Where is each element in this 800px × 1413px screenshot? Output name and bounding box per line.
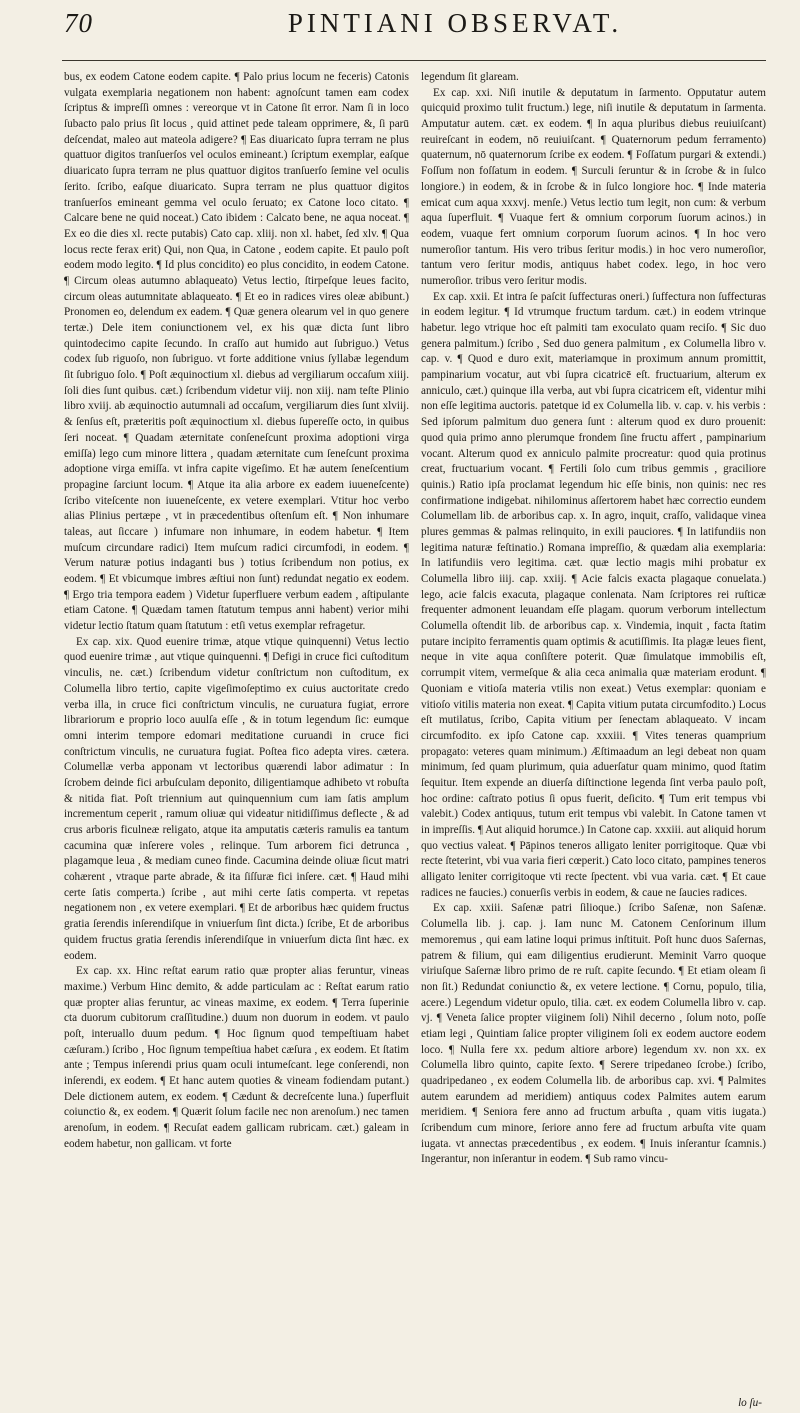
right-paragraph-3: Ex cap. xxii. Et intra ſe paſcit ſuffecturas oneri.) ſuffectura non ſuffecturas in eodem legitur. ¶ Id vtrumque fructum tardum. cæt.) in eodem vtrinque habetur. lego vtrique hoc eſt palmiti tam exoculato quam reciſo. ¶ Sic duo genera palmitum.) ſcribo , Sed duo genera palmitum , ex Columella libro v. cap. v. ¶ Quod e duro exit, materiamque in proximum annum promittit, pampinarium vocatur, aut vbi ſupra cicatricē eſt. fructuarium, alterum ex anniculo, cæt.) quinque illa verba, aut vbi ſupra cicatricem eſt, videntur mihi non eſſe legitima auctoris. patetque id ex Columella lib. v. cap. v. his verbis : Sed ipſorum palmitum duo genera ſunt : alterum quod ex duro prouenit: quod quia primo anno plerumque frondem ſine fructu affert , pampinarium vocant. Alterum quod ex anniculo palmite procreatur: quod quia protinus creat, fructuarium vocant. ¶ Fertili ſolo cum tribus gemmis , graciliore quinis.) Ratio ipſa proclamat legendum hic eſſe binis, non quinis: nec res confirmatione indigebat. nihilominus aſſertorem habet hæc correctio eundem Columellam lib. de arboribus cap. x. In agro, inquit, craſſo, validaque vinea plures gemmas & palmas relinquito, in exili pauciores. ¶ In latifundiis non legitima naturæ feſtinatio.) Romana impreſſio, & quædam alia exemplaria: In latifundiis vero legitima. cæt. quæ lectio magis mihi probatur ex Columella libro iiij. cap. xxiij. ¶ Acie falcis exacta plagaque conuelata.) lego, acie falcis exacuta, plagaque conlenata. Nam ſcriptores rei ruſticæ frequenter admonent leuandam eſſe plagam. quorum verborum intellectum Columella oſtendit lib. de arboribus cap. x. Vindemia, inquit , facta ſtatim putare incipito ferramentis quam optimis & acutiſſimis. Ita plagæ leues fient, neque in vite aqua conſiſtere poterit. Quæ ſimulatque immobilis eſt, corrumpit vitem, vermeſque & alia ceca animalia quæ materiam erodunt. ¶ Quoniam e vitioſa materia vtilis non exeat.) Vetus exemplar: quoniam e vitioſo vitilis materia non exeat. ¶ Capita vitium putata circumfodito.) Locus eſt mutilatus, ſcribo, Capita vitium per ſenectam ablaqueato. V incam circumfodito. ex ipſo Catone cap. xxxiii. ¶ Vites teneras quamprium propagato: veteres quam minimum.) Æſtimaadum an legi debeat non quam minimum, ſed quam plurimum, quia aduerſatur quam minimo, quod ſtatim ſequitur. Item expende an diuerſa diſtinctione legenda ſint verba paulo poſt, hoc ordine: caſtrato potius ſi opus fuerit, deſicito. ¶ Tum erit tempus vbi valebit.) Codex antiquus, tutum erit tempus vbi valebit. In Catone tamen vt in impreſſis. ¶ Aut aliquid horumce.) In Catone cap. xxxiii. aut aliquid horum quo vectius valeat. ¶ Pāpinos teneros alligato leniter porrigitoque. Quæ vbi recte ſteterint, vbi vua varia fieri cœperit.) Cato loco citato, pampines teneros alligato leniter corrigitoque vti recte ſpectent. vbi vua varia. cæt. ¶ Et caue radices ne faucies.) conuerſis verbis in eodem, & caue ne ſaucies radices. <box>421 290 766 899</box>
right-column <box>421 70 766 1395</box>
right-paragraph-2: Ex cap. xxi. Niſi inutile & deputatum in ſarmento. Opputatur autem quicquid proximo tulit fructum.) lege, niſi inutile & deputatum in ſarmenta. Amputatur autem. cæt. ex eodem. ¶ In aqua pluribus diebus reuiuiſcant) reuireſcant in eodem, nō reuiuiſcant. ¶ Quaternorum pedum ferramento) quaternum, nō quaternorum ſcribe ex eodem. ¶ Foſſatum purgari & extendi.) Foſſum non foſſatum in eodem. ¶ Surculi ſeruntur & in ſcrobe & in ſulco longiore.) in eodem, & in ſcrobe & in ſulco longiore hoc. ¶ Inde materia emicat cum aqua xxxvj. menſe.) Vetus lectio tum legit, non cum: & verbum aqua ſuperfluit. ¶ Vuaque fert & omnium corporum ſuorum acinos.) in eodem, vuaque fert omnium corporum ſuorum acinos. ¶ In hoc vero numeroſior tantum. His vero tribus ſeritur modis.) in hoc vero numeroſior, tantum vero ſeritur modis, antiquus habet codex. lego, in hoc vero numeroſior. tribus vero ſeritur modis. <box>421 86 766 287</box>
left-paragraph-3: Ex cap. xx. Hinc reſtat earum ratio quæ propter alias feruntur, vineas maxime.) Verbum Hinc demito, & adde particulam ac : Reſtat earum ratio quæ propter alias feruntur, ac vineas maxime, ex eodem. ¶ Terra ſuperinie cta duorum cubitorum craſſitudine.) duum non duorum in eodem. vt paulo poſt, interuallo duum pedum. ¶ Hoc ſignum quod tempeſtiuam habet cæſuram.) ſcribo , Hoc ſignum tempeſtiua habet cæſura , ex eodem. Et ſtatim ante ; Tempus inſerendi prius quam oculi intumeſcant. lege conſerendi, non inſerendi, ex eodem. ¶ Et hanc autem quoties & vineam fodiendam putant.) Dele dictionem autem, ex eodem. ¶ Cædunt & decreſcente luna.) ſuperfluit coiunctio &, ex eodem. ¶ Quærit ſolum facile nec non arenoſum.) nec tamen arenoſum, in eodem. ¶ Recuſat eadem gallicam rubricam. cæt.) galeam in eodem habetur, non gallicam. vt forte <box>64 965 409 1150</box>
text-columns <box>64 70 766 1395</box>
running-title: PINTIANI OBSERVAT. <box>287 8 623 38</box>
page-number: 70 <box>64 8 93 38</box>
header-rule <box>62 60 766 61</box>
page-header <box>64 8 766 58</box>
left-paragraph-1: bus, ex eodem Catone eodem capite. ¶ Palo prius locum ne feceris) Catonis vulgata exemplaria negationem non habent: agnoſcunt tamen eam codex ſcriptus & impreſſi omnes : vereorque vt in Catone ſit error. Nam ſi in loco ſubacto palo prius ſit locus , quid attinet pede taleam opprimere, &, ſi parū deſcendat, maleo aut mateola adigere? ¶ Eas diuaricato ſupra terram ne plus quattuor digitos tranſuerſos vel oculos emineant.) ſcriptum exemplar, eaſque diuaricato ſupra terram ne plus quattuor digitos tranſuerſo ſemine vel oculis ſerito. ſcribo, eaſque diuaricato. Supra terram ne plus quattuor digitos tranſuerſos emineant gemma vel oculo ſeruato; ex Catone loco citato. ¶ Calcare bene ne quid noceat.) Cato ibidem : Calcato bene, ne aqua noceat. ¶ Ex eo die dies xl. recte putabis) Cato cap. xliij. non xl. habet, ſed xlv. ¶ Qua locus recte ferax erit) Qui, non Qua, in Catone , eodem capite. Et paulo poſt eodem modo legito. ¶ Id plus concidito) eo plus concidito, in eodem Catone. ¶ Circum oleas autumno ablaqueato) Vetus lectio, ſtirpeſque leues facito, circum oleas autumnitate ablaqueato. ¶ Et eo in radices vires oleæ abibunt.) Pronomen eo, delendum ex eadem. ¶ Quæ genera olearum vel in quo genere tertæ.) Dele item coniunctionem vel, ex his quæ dicta ſunt libro quintodecimo capite ſecundo. In craſſo aut humido aut ſubriguo.) Vetus codex ſub riguoſo, non ſubriguo. vt forte additione vnius ſyllabæ legendum ſit ſubriguo ſolo. ¶ Poſt æquinoctium xl. diebus ad vergiliarum occaſum xiiij. ſoli dies ſunt quibus. cæt.) ſcribendum videtur viij. non xiij. nam teſte Plinio libro xviij. ab æquinoctio autumnali ad occaſum, vergiliarum dies ſunt xlviij. & ſenſus eſt, præteritis poſt æquinoctium xl. diebus ſupereſſe octo, in quibus ſeri noceat. ¶ Quadam æternitate conſeneſcunt proxima adoptioni virga emiſſa) lego cum minore littera , quadam æternitate cum ſeneſcunt proxima adoptione virga emiſſa. vt infra capite vigeſimo. Et hæ autem ſeneſcentium propagine ſarciunt locum. ¶ Atque ita alia arbore ex eadem iuueneſcente) ſcribo viteſcente non iuueneſcente, ex vetere exemplari. Vtitur hoc verbo alias Plinius pertæpe , vt in præcedentibus oſtenſum eſt. ¶ Non inhumare taleas, aut ſiccare ) infumare non inhumare, in eodem habetur. ¶ Item muſcum circundare radici) Item muſcum radici circumfodi, in eodem. ¶ Verum naturæ potius indaganti bus ) totius ſcribendum non potius, ex eodem. ¶ Et vbicumque imbres æſtiui non ſunt) redundat negatio ex eodem. ¶ Ergo tria tempora eadem ) Videtur ſuperfluere verbum eadem , aſtipulante etiam Catone. ¶ Quædam tamen ſtatutum tempus anni habent) verior mihi videtur lectio ſtatum quam ſtatutum : etſi vetus exemplar refragetur. <box>64 71 409 633</box>
left-paragraph-2: Ex cap. xix. Quod euenire trimæ, atque vtique quinquenni) Vetus lectio quod euenire trimæ , aut vtique quinquenni. ¶ Defigi in cruce fici cuſtoditum vinculis, ne. cæt.) ſcribendum videtur conſtrictum non cuſtoditum, ex Columella libro tertio, capite vigeſimoſeptimo ex cuius auctoritate credo verba illa, in cruce fici conſtrictum vinculis, ne curuatura fugiat, errore librariorum e proprio loco auulſa eſſe , & in totum legendum ſic: eumque omni interim tempore edomari meditatione curuandi in cruce fici conſtrictum vinculis, ne curuatura fugiat. Poſtea fico adepta vires. cætera. Columellæ verba apponam vt lectoribus quærendi labor adimatur : In ſcrobem deinde fici arbuſculam deponito, diligentiamque adhibeto vt robuſta & nitida fiat. Poſt triennium aut quinquennium cum iam ſatis amplum incrementum ceperit , ramum oliuæ qui videatur nitidiſſimus deflecte , & ad crus arboris ficulneæ religato, atque ita amputatis cæteris ramulis ea tantum cacumina quæ inſerere voles , relinque. Tum arborem fici detrunca , plagamque leua , & mediam cuneo finde. Cacumina deinde oliuæ ſicut matri cohærent , vtraque parte abrade, & ita ſiſſuræ fici inſere. cæt. ¶ Haud mihi certe ſatis comperta.) ſcribe , aut mihi certe ſatis comperta. vt repetas negationem non , ex vetere exemplari. ¶ Et de arboribus hæc quidem fructus gratia ſerendis inſerendiſque in vniuerſum ſint dicta.) ſcribe, Et de arboribus quidem fructus gratia ſerendis inſerendiſque in vniuerſum dicta ſint hæc. ex eodem. <box>64 635 409 962</box>
right-paragraph-4: Ex cap. xxiii. Saſenæ patri ſilioque.) ſcribo Saſenæ, non Saſenæ. Columella lib. j. cap. j. Iam nunc M. Catonem Cenſorinum illum memoremus , qui eam latine loqui primus inſtituit. Poſt hunc duos Saſernas, patrem & filium, qui eam diligentius erudierunt. Meminit Varro quoque viriuſque Saſernæ libro primo de re ruſt. capite ſecundo. ¶ Et etiam oleam ſi non ſit.) Redundat coniunctio &, ex vetere lectione. ¶ Cornu, populo, tilia, acere.) Legendum videtur opulo, tilia. cæt. ex eodem Columella libro v. cap. vj. ¶ Veneta ſalice propter viiginem ſoli) Nihil decerno , ſolum noto, poſſe etiam legi , Quintiam ſalice propter viliginem ſoli ex eodem auctore eodem loco. ¶ Nulla fere xx. pedum altiore arbore) legendum xv. non xx. ex Columella libro quinto, capite ſexto. ¶ Serere tripedaneo ſcrobe.) ſcribo, quadripedaneo , ex eodem Columella lib. de arboribus cap. xvi. ¶ Palmites autem earundem ad meridiem) antiquus codex Palmites autem earum meridiem. ¶ Seniora fere anno ad fructum arbuſta , quam vitis iugata.) ſcribendum cum minore, ſeriore anno fere ad fructum arbuſta vite quam iugata. vt annectas præcedentibus , ex eodem. ¶ Inuis inſerantur ſcamnis.) Ingerantur, non inſerantur in eodem. ¶ Sub ramo vincu- <box>421 902 766 1166</box>
right-paragraph-1: legendum ſit glaream. <box>421 71 519 83</box>
catchword: lo ſu- <box>738 1397 762 1409</box>
left-column <box>64 70 409 1395</box>
